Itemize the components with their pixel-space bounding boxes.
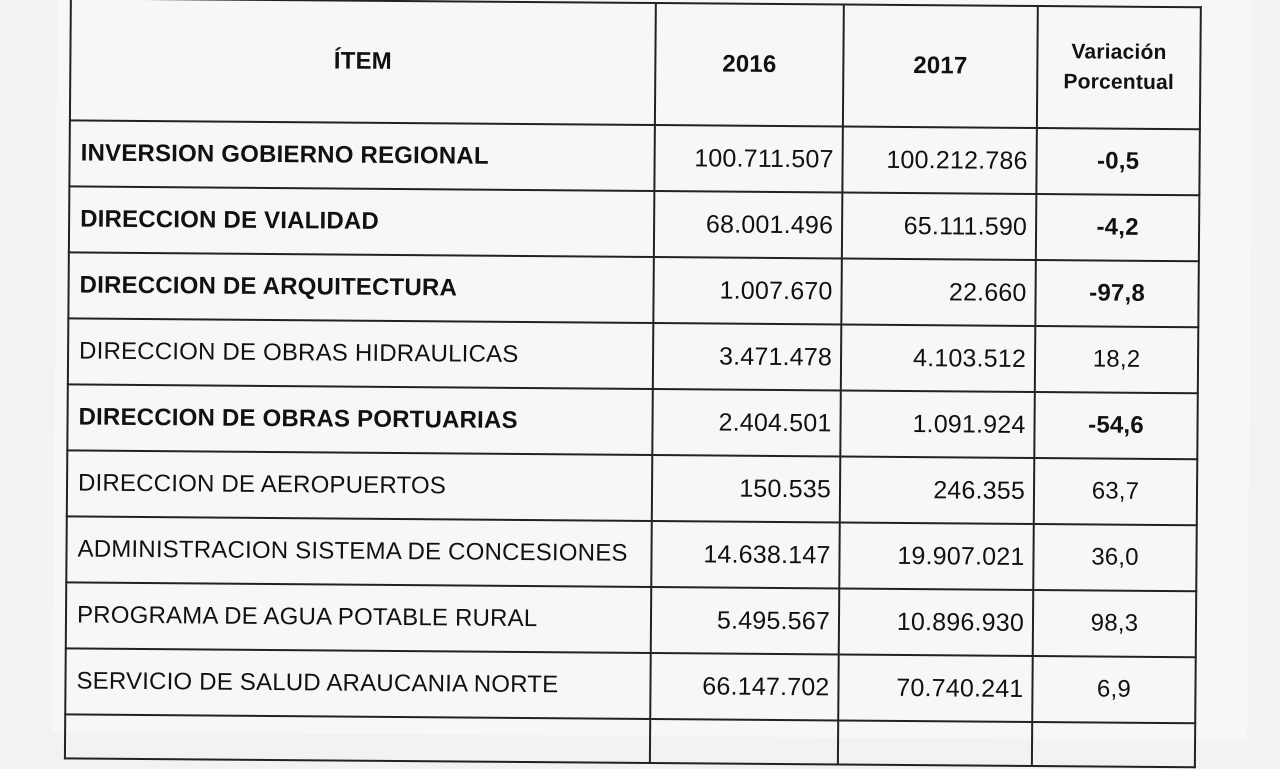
table-row (67, 450, 1197, 525)
row-item-label: DIRECCION DE OBRAS HIDRAULICAS (68, 318, 654, 389)
row-value-2016: 1.007.670 (653, 257, 842, 324)
table-row-partial (65, 714, 1195, 767)
row-item-label: PROGRAMA DE AGUA POTABLE RURAL (66, 582, 652, 653)
row-value-2017: 100.212.786 (842, 126, 1037, 194)
empty-cell (65, 714, 650, 763)
investment-table (64, 0, 1202, 768)
row-variation: -4,2 (1036, 194, 1200, 261)
row-item-label: DIRECCION DE AEROPUERTOS (67, 450, 653, 521)
header-2017: 2017 (843, 4, 1038, 128)
row-item-label: DIRECCION DE OBRAS PORTUARIAS (67, 384, 653, 455)
table-body (65, 120, 1200, 767)
header-variation-line2: Porcentual (1063, 70, 1175, 95)
row-variation: -54,6 (1034, 392, 1198, 459)
row-value-2017: 4.103.512 (841, 324, 1036, 392)
row-value-2016: 100.711.507 (654, 125, 843, 192)
table-row (69, 186, 1199, 261)
table-row (69, 120, 1199, 195)
row-variation: -0,5 (1036, 128, 1200, 195)
table-row (67, 384, 1197, 459)
row-variation: 18,2 (1035, 326, 1199, 393)
row-value-2016: 2.404.501 (652, 389, 841, 456)
row-value-2017: 22.660 (841, 258, 1036, 326)
row-item-label: DIRECCION DE VIALIDAD (69, 186, 655, 257)
row-value-2016: 3.471.478 (653, 323, 842, 390)
row-item-label: ADMINISTRACION SISTEMA DE CONCESIONES (66, 516, 652, 587)
row-item-label: DIRECCION DE ARQUITECTURA (68, 252, 654, 323)
table-header (70, 0, 1201, 129)
row-item-label: SERVICIO DE SALUD ARAUCANIA NORTE (65, 648, 651, 719)
row-value-2017: 1.091.924 (840, 390, 1035, 458)
row-value-2016: 68.001.496 (654, 191, 843, 258)
row-variation: 98,3 (1033, 590, 1197, 657)
header-row (70, 0, 1201, 129)
row-value-2016: 66.147.702 (650, 653, 839, 720)
row-variation: -97,8 (1035, 260, 1199, 327)
row-value-2017: 70.740.241 (838, 654, 1033, 722)
table-row (68, 252, 1198, 327)
row-value-2017: 246.355 (840, 456, 1035, 524)
row-item-label: INVERSION GOBIERNO REGIONAL (69, 120, 655, 191)
row-variation: 6,9 (1032, 656, 1196, 723)
header-2016: 2016 (655, 3, 844, 126)
row-value-2017: 19.907.021 (839, 522, 1034, 590)
row-value-2016: 14.638.147 (651, 521, 840, 588)
empty-cell (838, 720, 1032, 766)
row-variation: 63,7 (1034, 458, 1198, 525)
empty-cell (1032, 722, 1195, 767)
table-row (65, 648, 1195, 723)
row-value-2017: 10.896.930 (839, 588, 1034, 656)
header-item: ÍTEM (70, 0, 656, 125)
table-row (66, 516, 1196, 591)
row-value-2016: 5.495.567 (651, 587, 840, 654)
header-variation (1037, 6, 1201, 129)
empty-cell (650, 719, 838, 764)
table-row (66, 582, 1196, 657)
header-variation-line1: Variación (1071, 40, 1167, 65)
row-variation: 36,0 (1033, 524, 1197, 591)
document-sheet (52, 0, 1253, 741)
row-value-2016: 150.535 (652, 455, 841, 522)
row-value-2017: 65.111.590 (842, 192, 1037, 260)
table-row (68, 318, 1198, 393)
